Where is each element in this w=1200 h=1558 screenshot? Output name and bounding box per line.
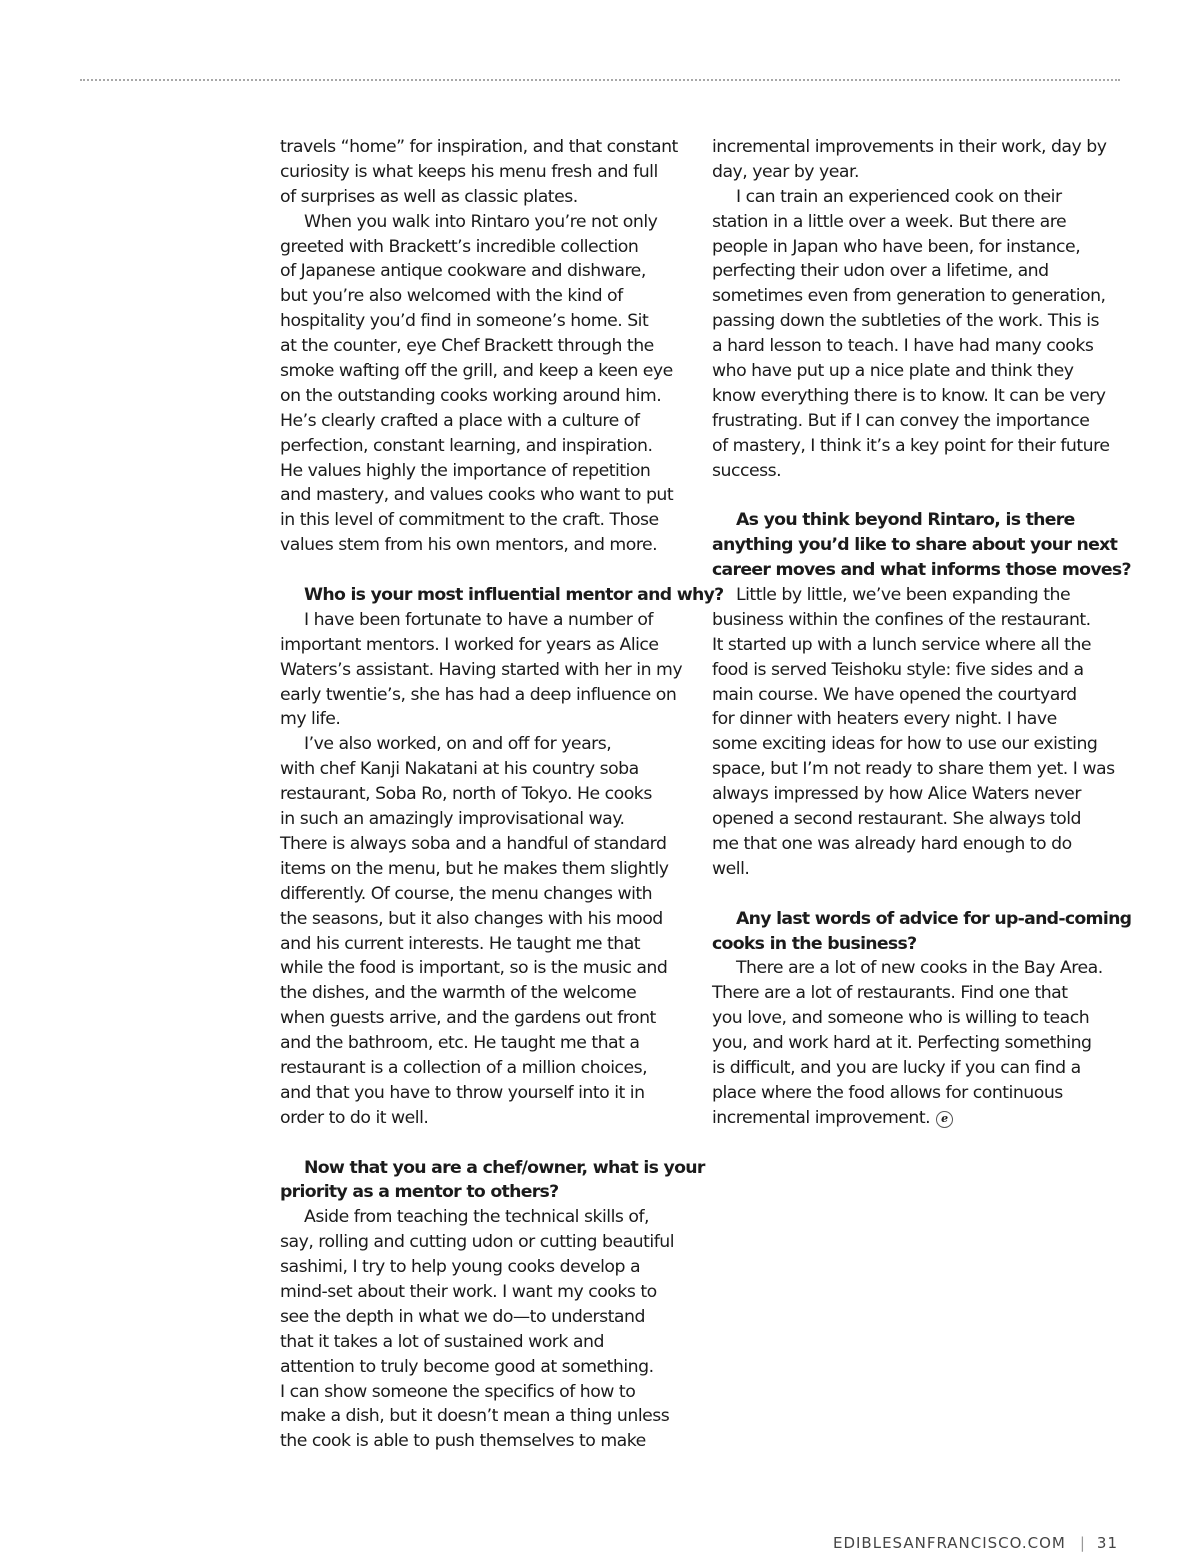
text-line: who have put up a nice plate and think they <box>712 361 1074 382</box>
text-line: Aside from teaching the technical skills of, <box>304 1207 650 1228</box>
text-line: order to do it well. <box>280 1107 429 1128</box>
text-line: Little by little, we’ve been expanding the <box>736 585 1071 606</box>
page-number: 31 <box>1096 1534 1118 1552</box>
text-line: There is always soba and a handful of standard <box>280 833 667 854</box>
text-line: day, year by year. <box>712 161 859 182</box>
text-line: and the bathroom, etc. He taught me that a <box>280 1033 640 1054</box>
page-footer <box>833 1534 1118 1552</box>
text-line: curiosity is what keeps his menu fresh and full <box>280 161 658 182</box>
paragraph <box>712 583 1152 882</box>
text-line: always impressed by how Alice Waters never <box>712 784 1081 805</box>
text-line: of Japanese antique cookware and dishware, <box>280 261 646 282</box>
text-line: you love, and someone who is willing to teach <box>712 1008 1090 1029</box>
text-line: anything you’d like to share about your next <box>712 535 1118 556</box>
text-line: As you think beyond Rintaro, is there <box>736 510 1075 531</box>
paragraph <box>712 185 1152 484</box>
footer-site-url[interactable]: EDIBLESANFRANCISCO.COM <box>832 1534 1066 1552</box>
text-line: space, but I’m not ready to share them yet. I was <box>712 759 1115 780</box>
text-line: hospitality you’d find in someone’s home. Sit <box>280 311 649 332</box>
text-line: passing down the subtleties of the work. This is <box>712 311 1100 332</box>
text-line: know everything there is to know. It can be very <box>712 385 1106 406</box>
text-line: values stem from his own mentors, and more. <box>280 535 658 556</box>
text-line: He values highly the importance of repetition <box>280 460 651 481</box>
text-line: I can train an experienced cook on their <box>736 186 1062 207</box>
paragraph <box>280 732 720 1130</box>
text-line: He’s clearly crafted a place with a culture of <box>280 410 640 431</box>
top-dotted-rule <box>80 79 1120 81</box>
text-line: I’ve also worked, on and off for years, <box>304 734 612 755</box>
question-heading <box>280 583 724 608</box>
text-line: priority as a mentor to others? <box>280 1182 559 1203</box>
text-line: is difficult, and you are lucky if you can find a <box>712 1057 1081 1078</box>
text-line: success. <box>712 460 782 481</box>
text-line: me that one was already hard enough to do <box>712 833 1072 854</box>
text-line: career moves and what informs those moves? <box>712 560 1131 581</box>
text-line: on the outstanding cooks working around him. <box>280 385 662 406</box>
text-line: you, and work hard at it. Perfecting something <box>712 1033 1092 1054</box>
text-line: Who is your most influential mentor and why? <box>304 585 724 606</box>
text-line: place where the food allows for continuous <box>712 1082 1063 1103</box>
text-line: the seasons, but it also changes with his mood <box>280 908 663 929</box>
text-line: station in a little over a week. But there are <box>712 211 1067 232</box>
text-line: of mastery, I think it’s a key point for their future <box>712 435 1110 456</box>
text-line: with chef Kanji Nakatani at his country soba <box>280 759 639 780</box>
text-line: see the depth in what we do—to understand <box>280 1306 645 1327</box>
text-line: mind-set about their work. I want my cooks to <box>280 1281 657 1302</box>
text-line: main course. We have opened the courtyard <box>712 684 1077 705</box>
text-line: incremental improvement. <box>712 1107 931 1128</box>
text-line: that it takes a lot of sustained work and <box>280 1331 604 1352</box>
question-heading <box>280 1156 720 1206</box>
paragraph <box>280 1205 720 1454</box>
text-line: There are a lot of new cooks in the Bay Area. <box>736 958 1103 979</box>
text-line: and that you have to throw yourself into it in <box>280 1082 645 1103</box>
text-line: Waters’s assistant. Having started with her in my <box>280 659 683 680</box>
text-line: people in Japan who have been, for instance, <box>712 236 1081 257</box>
paragraph <box>280 135 720 210</box>
text-line: greeted with Brackett’s incredible collection <box>280 236 639 257</box>
text-line: It started up with a lunch service where all the <box>712 634 1092 655</box>
text-line: say, rolling and cutting udon or cutting beautiful <box>280 1232 675 1253</box>
text-line: some exciting ideas for how to use our existing <box>712 734 1098 755</box>
left-column <box>280 135 724 1454</box>
text-line: There are a lot of restaurants. Find one that <box>712 983 1068 1004</box>
text-line: restaurant, Soba Ro, north of Tokyo. He cooks <box>280 784 652 805</box>
text-line: and mastery, and values cooks who want to put <box>280 485 674 506</box>
text-line: perfection, constant learning, and inspiration. <box>280 435 653 456</box>
text-line: attention to truly become good at something. <box>280 1356 654 1377</box>
text-line: for dinner with heaters every night. I have <box>712 709 1057 730</box>
right-column <box>712 135 1152 1131</box>
text-line: food is served Teishoku style: five sides and a <box>712 659 1084 680</box>
text-line: incremental improvements in their work, day by <box>712 137 1107 157</box>
text-line: Now that you are a chef/owner, what is your <box>304 1157 705 1178</box>
text-line: sometimes even from generation to generation, <box>712 286 1106 307</box>
text-line: early twentie’s, she has had a deep influence on <box>280 684 677 705</box>
text-line: I can show someone the specifics of how to <box>280 1381 636 1402</box>
edible-logo-end-mark-icon: e <box>936 1111 953 1128</box>
text-line: perfecting their udon over a lifetime, and <box>712 261 1049 282</box>
text-line: of surprises as well as classic plates. <box>280 186 578 207</box>
question-heading <box>712 508 1152 583</box>
text-line: and his current interests. He taught me that <box>280 933 641 954</box>
text-line: items on the menu, but he makes them slightly <box>280 858 669 879</box>
text-line: sashimi, I try to help young cooks develop a <box>280 1257 641 1278</box>
question-heading <box>712 907 1152 957</box>
text-line: in this level of commitment to the craft. Those <box>280 510 659 531</box>
text-line: a hard lesson to teach. I have had many cooks <box>712 336 1094 357</box>
paragraph <box>280 608 720 732</box>
text-line: the dishes, and the warmth of the welcome <box>280 983 637 1004</box>
text-line: restaurant is a collection of a million choices, <box>280 1057 648 1078</box>
text-line: my life. <box>280 709 341 730</box>
paragraph <box>712 135 1152 185</box>
text-line: well. <box>712 858 750 879</box>
text-line: business within the confines of the restaurant. <box>712 609 1091 630</box>
text-line: opened a second restaurant. She always told <box>712 809 1082 830</box>
text-line: the cook is able to push themselves to make <box>280 1431 646 1452</box>
text-line: when guests arrive, and the gardens out front <box>280 1008 656 1029</box>
text-line: frustrating. But if I can convey the importance <box>712 410 1090 431</box>
paragraph <box>712 956 1152 1130</box>
footer-separator: | <box>1079 1534 1085 1552</box>
paragraph <box>280 210 720 558</box>
text-line: Any last words of advice for up-and-coming <box>736 908 1132 929</box>
text-line: at the counter, eye Chef Brackett through the <box>280 336 654 357</box>
text-line: make a dish, but it doesn’t mean a thing unless <box>280 1406 670 1427</box>
text-line: When you walk into Rintaro you’re not only <box>304 211 658 232</box>
text-line: important mentors. I worked for years as Alice <box>280 634 659 655</box>
text-line: differently. Of course, the menu changes with <box>280 883 653 904</box>
text-line: I have been fortunate to have a number of <box>304 609 654 630</box>
text-line: while the food is important, so is the music and <box>280 958 668 979</box>
text-line: but you’re also welcomed with the kind of <box>280 286 623 307</box>
text-line: cooks in the business? <box>712 933 917 954</box>
text-line: smoke wafting off the grill, and keep a keen eye <box>280 361 673 382</box>
text-line: in such an amazingly improvisational way. <box>280 809 625 830</box>
text-line: travels “home” for inspiration, and that constant <box>280 137 678 157</box>
